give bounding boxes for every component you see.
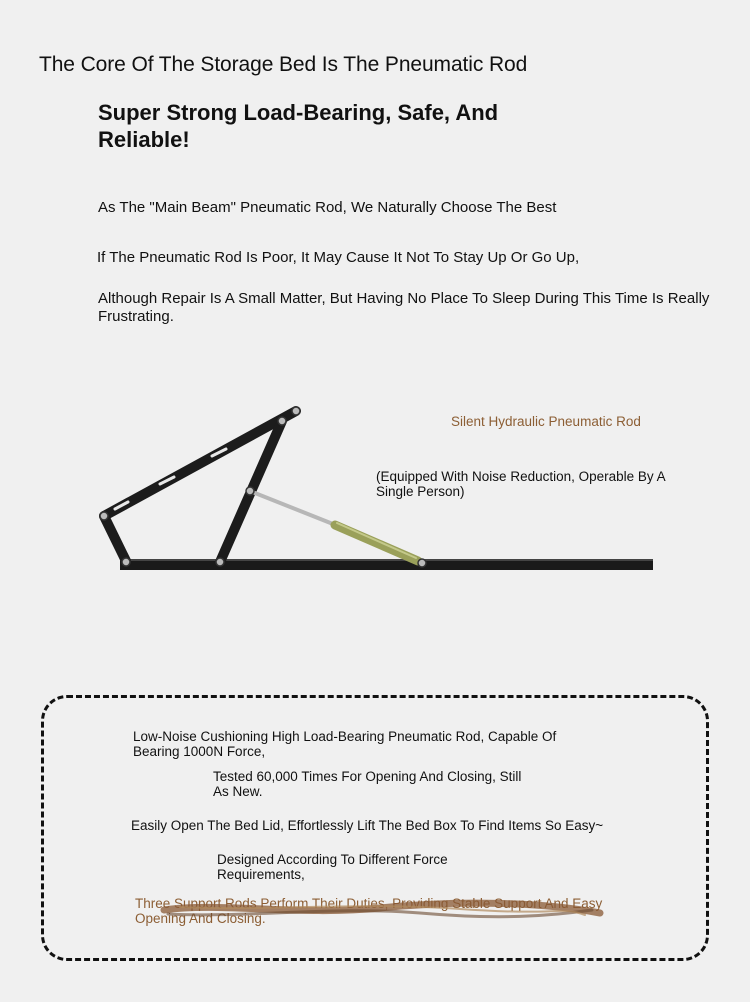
intro-line-2: If The Pneumatic Rod Is Poor, It May Cause It Not To Stay Up Or Go Up, xyxy=(97,249,580,266)
pivot-bolt xyxy=(100,512,108,520)
pivot-bolt xyxy=(216,558,224,566)
feature-item-2: Tested 60,000 Times For Opening And Closing, Still As New. xyxy=(213,769,522,799)
intro-line-1: As The "Main Beam" Pneumatic Rod, We Naturally Choose The Best xyxy=(98,199,557,216)
product-title: Silent Hydraulic Pneumatic Rod xyxy=(451,414,641,429)
section-heading: Super Strong Load-Bearing, Safe, And Reliable! xyxy=(98,100,499,152)
pivot-bolt xyxy=(122,558,130,566)
pivot-bolt xyxy=(418,559,426,567)
gas-cylinder xyxy=(335,525,418,561)
feature-item-4: Designed According To Different Force Requirements, xyxy=(217,852,448,882)
piston-rod xyxy=(250,491,338,526)
pivot-bolt xyxy=(246,487,254,495)
brush-stroke-decoration xyxy=(160,896,605,926)
page-title: The Core Of The Storage Bed Is The Pneumatic Rod xyxy=(39,53,528,76)
feature-item-3: Easily Open The Bed Lid, Effortlessly Lift The Bed Box To Find Items So Easy~ xyxy=(131,818,604,833)
hinge-left-arm xyxy=(104,516,126,561)
feature-item-5: Three Support Rods Perform Their Duties, Providing Stable Support And Easy Opening And Closing. xyxy=(135,896,603,926)
pivot-bolt xyxy=(292,407,300,415)
product-note: (Equipped With Noise Reduction, Operable By A Single Person) xyxy=(376,469,665,499)
pivot-bolt xyxy=(278,417,286,425)
intro-line-3: Although Repair Is A Small Matter, But Having No Place To Sleep During This Time Is Really Frustrating. xyxy=(98,290,710,325)
feature-item-1: Low-Noise Cushioning High Load-Bearing Pneumatic Rod, Capable Of Bearing 1000N Force, xyxy=(133,729,557,759)
